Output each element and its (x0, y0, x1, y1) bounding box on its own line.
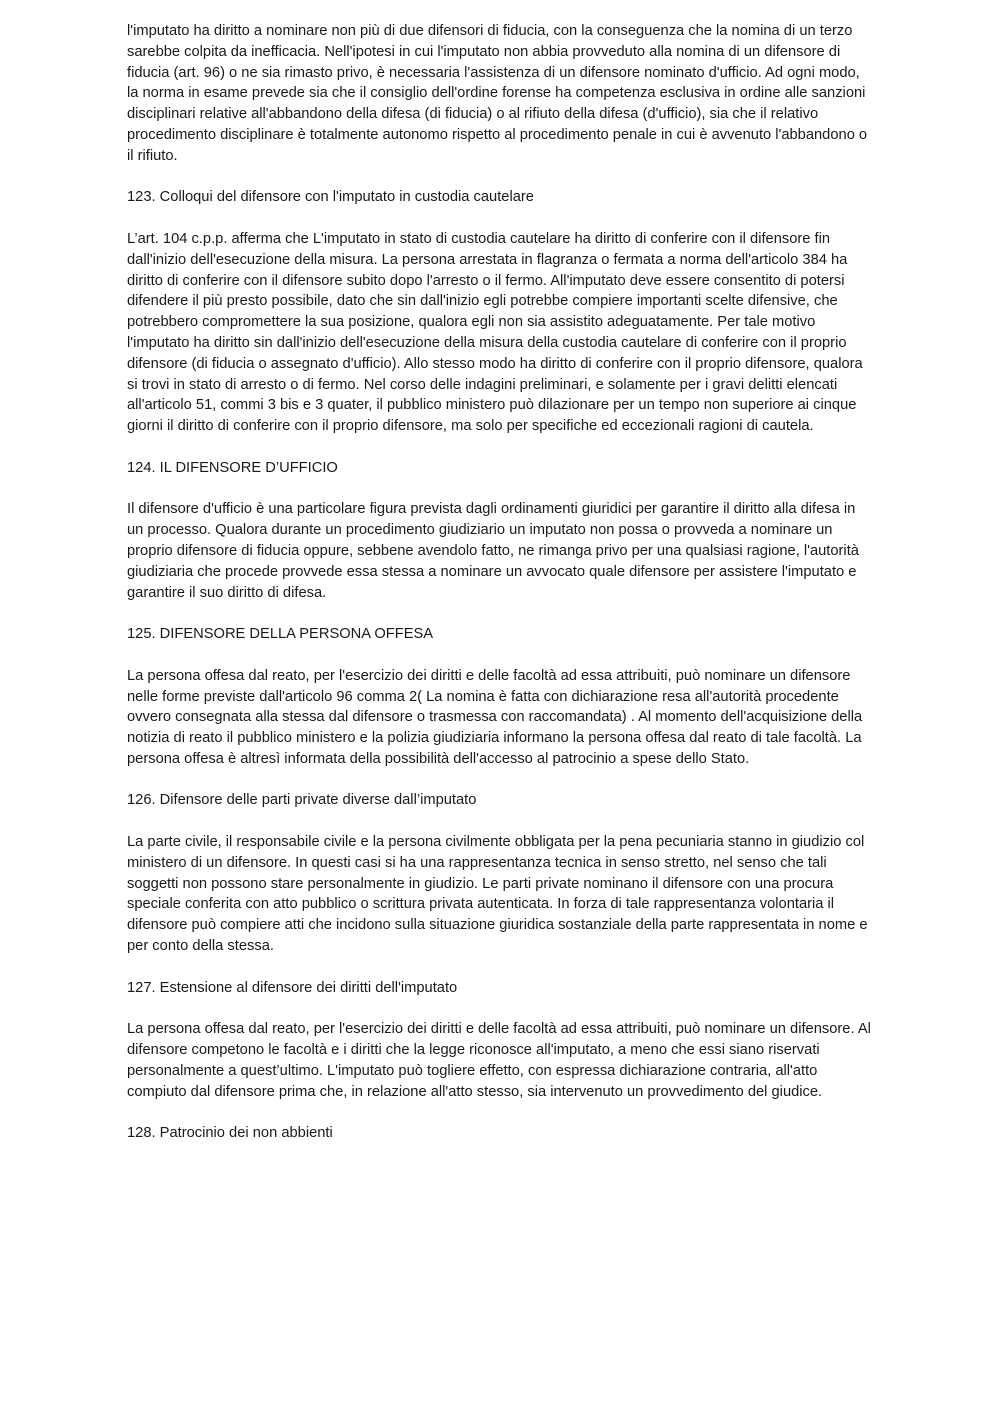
document-page (127, 21, 872, 1165)
paragraph-intro: l'imputato ha diritto a nominare non più di due difensori di fiducia, con la conseguenza che la nomina di un terzo sarebbe colpita da inefficacia. Nell'ipotesi in cui l'imputato non abbia provveduto alla nomina di un difensore di fiducia (art. 96) o ne sia rimasto privo, è necessaria l'assistenza di un difensore nominato d'ufficio. Ad ogni modo, la norma in esame prevede sia che il consiglio dell'ordine forense ha competenza esclusiva in ordine alle sanzioni disciplinari relative all'abbandono della difesa (di fiducia) o al rifiuto della difesa (d'ufficio), sia che il relativo procedimento disciplinare è totalmente autonomo rispetto al procedimento penale in cui è avvenuto l'abbandono o il rifiuto. (127, 23, 868, 164)
section-heading-123: 123. Colloqui del difensore con l'imputato in custodia cautelare (127, 189, 534, 206)
paragraph-125: La persona offesa dal reato, per l'esercizio dei diritti e delle facoltà ad essa attribuiti, può nominare un difensore nelle forme previste dall'articolo 96 comma 2( La nomina è fatta con dichiarazione resa all'autorità procedente ovvero consegnata alla stessa dal difensore o trasmessa con raccomandata) . Al momento dell'acquisizione della notizia di reato il pubblico ministero e la polizia giudiziaria informano la persona offesa dal reato di tale facoltà. La persona offesa è altresì informata della possibilità dell'accesso al patrocinio a spese dello Stato. (127, 667, 863, 767)
section-heading-124: 124. IL DIFENSORE D’UFFICIO (127, 459, 338, 476)
section-heading-127: 127. Estensione al difensore dei diritti dell'imputato (127, 979, 458, 996)
paragraph-126: La parte civile, il responsabile civile e la persona civilmente obbligata per la pena pecuniaria stanno in giudizio col ministero di un difensore. In questi casi si ha una rappresentanza tecnica in senso stretto, nel senso che tali soggetti non possono stare personalmente in giudizio. Le parti private nominano il difensore con una procura speciale conferita con atto pubblico o scrittura privata autenticata. In forza di tale rappresentanza volontaria il difensore può compiere atti che incidono sulla situazione giuridica sostanziale della parte rappresentata in nome e per conto della stessa. (127, 834, 868, 955)
section-heading-125: 125. DIFENSORE DELLA PERSONA OFFESA (127, 626, 434, 643)
paragraph-127: La persona offesa dal reato, per l'esercizio dei diritti e delle facoltà ad essa attribuiti, può nominare un difensore. Al difensore competono le facoltà e i diritti che la legge riconosce all'imputato, a meno che essi siano riservati personalmente a quest’ultimo. L'imputato può togliere effetto, con espressa dichiarazione contraria, all'atto compiuto dal difensore prima che, in relazione all'atto stesso, sia intervenuto un provvedimento del giudice. (127, 1021, 871, 1100)
paragraph-123: L’art. 104 c.p.p. afferma che L'imputato in stato di custodia cautelare ha diritto di conferire con il difensore fin dall'inizio dell'esecuzione della misura. La persona arrestata in flagranza o fermata a norma dell'articolo 384 ha diritto di conferire con il difensore subito dopo l'arresto o il fermo. All'imputato deve essere consentito di potersi difendere il più presto possibile, dato che sin dall'inizio egli potrebbe compiere importanti scelte difensive, che potrebbero compromettere la sua posizione, qualora egli non sia assistito adeguatamente. Per tale motivo l'imputato ha diritto sin dall'inizio dell'esecuzione della misura della custodia cautelare di conferire con il proprio difensore (di fiducia o assegnato d'ufficio). Allo stesso modo ha diritto di conferire con il proprio difensore, qualora si trovi in stato di arresto o di fermo. Nel corso delle indagini preliminari, e solamente per i gravi delitti elencati all'articolo 51, commi 3 bis e 3 quater, il pubblico ministero può dilazionare per un tempo non superiore ai cinque giorni il diritto di conferire con il proprio difensore, ma solo per specifiche ed eccezionali ragioni di cautela. (127, 230, 863, 435)
section-heading-128: 128. Patrocinio dei non abbienti (127, 1125, 333, 1142)
section-heading-126: 126. Difensore delle parti private diverse dall’imputato (127, 792, 477, 809)
paragraph-124: Il difensore d'ufficio è una particolare figura prevista dagli ordinamenti giuridici per garantire il diritto alla difesa in un processo. Qualora durante un procedimento giudiziario un imputato non possa o provveda a nominare un proprio difensore di fiducia oppure, sebbene avendolo fatto, ne rimanga privo per una qualsiasi ragione, l'autorità giudiziaria che procede provvede essa stessa a nominare un avvocato quale difensore per assistere l'imputato e garantire il suo diritto di difesa. (127, 501, 859, 601)
